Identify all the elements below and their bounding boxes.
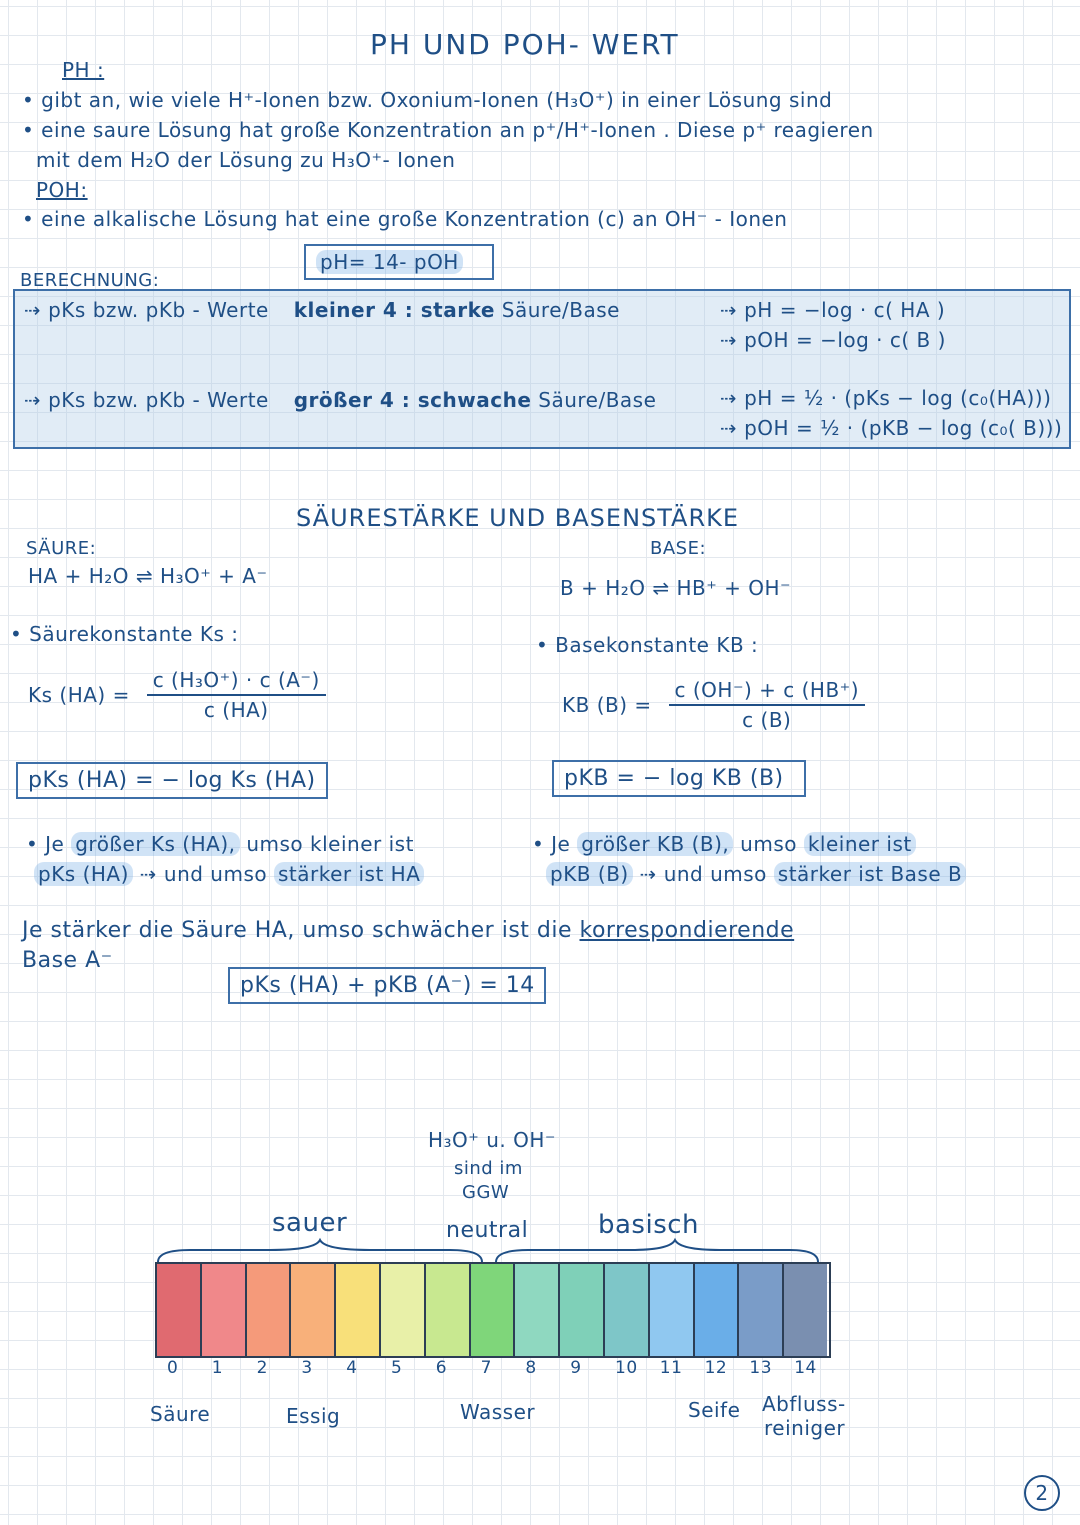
example-saeure: Säure xyxy=(150,1402,211,1426)
scale-tick-6: 6 xyxy=(435,1358,448,1378)
saeure-note2a: pKs (HA) xyxy=(34,862,133,886)
saeure-note1a: • Je xyxy=(26,832,72,856)
section-heading-staerke: SÄURESTÄRKE UND BASENSTÄRKE xyxy=(296,504,740,532)
saeure-label: SÄURE: xyxy=(26,538,97,559)
scale-tick-4: 4 xyxy=(346,1358,358,1378)
row2-prefix: ⇢ pKs bzw. pKb - Werte xyxy=(24,388,269,412)
saeure-note2b: ⇢ und umso xyxy=(132,862,274,886)
scale-cell-10 xyxy=(605,1264,650,1356)
scale-cell-13 xyxy=(739,1264,784,1356)
scale-cell-12 xyxy=(695,1264,740,1356)
row2-bold: größer 4 : schwache xyxy=(293,388,532,412)
sauer-brace xyxy=(158,1240,482,1262)
pks-box: pKs (HA) = − log Ks (HA) xyxy=(16,762,328,799)
scale-cell-5 xyxy=(381,1264,426,1356)
pkb-box: pKB = − log KB (B) xyxy=(552,760,806,797)
base-note1b: größer KB (B), xyxy=(577,832,733,856)
saeure-note1b: größer Ks (HA), xyxy=(71,832,239,856)
base-note2b: ⇢ und umso xyxy=(632,862,774,886)
base-reaction: B + H₂O ⇌ HB⁺ + OH⁻ xyxy=(560,576,792,600)
row1-formula-ph: ⇢ pH = −log · c( HA ) xyxy=(720,298,946,322)
scale-cell-4 xyxy=(336,1264,381,1356)
berechnung-row2 xyxy=(24,388,656,412)
base-note1c: umso xyxy=(733,832,804,856)
ks-lhs: Ks (HA) = xyxy=(28,683,130,707)
scale-tick-12: 12 xyxy=(704,1358,728,1378)
basisch-brace xyxy=(496,1240,818,1262)
saeure-konstante-label: • Säurekonstante Ks : xyxy=(10,622,239,646)
scale-cell-1 xyxy=(202,1264,247,1356)
conclusion-text: Je stärker die Säure HA, umso schwächer ist die xyxy=(22,918,580,943)
example-abfluss-2: reiniger xyxy=(764,1416,846,1440)
base-note-line1 xyxy=(532,832,916,856)
saeure-note2c: stärker ist HA xyxy=(274,862,424,886)
scale-cell-3 xyxy=(291,1264,336,1356)
saeure-note-line1 xyxy=(26,832,414,856)
scale-tick-13: 13 xyxy=(749,1358,773,1378)
base-note2a: pKB (B) xyxy=(546,862,633,886)
scale-tick-11: 11 xyxy=(659,1358,683,1378)
example-essig: Essig xyxy=(286,1404,341,1428)
row1-bold: kleiner 4 : starke xyxy=(293,298,495,322)
row2-suffix: Säure/Base xyxy=(538,388,657,412)
kb-numerator: c (OH⁻) + c (HB⁺) xyxy=(669,678,866,706)
kb-denominator: c (B) xyxy=(742,708,792,732)
conclusion-formula-box: pKs (HA) + pKB (A⁻) = 14 xyxy=(228,967,546,1004)
conclusion-line1 xyxy=(22,918,794,943)
scale-tick-3: 3 xyxy=(301,1358,313,1378)
scale-tick-10: 10 xyxy=(615,1358,638,1378)
scale-cell-11 xyxy=(650,1264,695,1356)
poh-label: POH: xyxy=(36,178,88,202)
row1-prefix: ⇢ pKs bzw. pKb - Werte xyxy=(24,298,269,322)
row2-formula-ph: ⇢ pH = ½ · (pKs − log (c₀(HA))) xyxy=(720,386,1052,410)
example-seife: Seife xyxy=(688,1398,741,1422)
ph-formula-box xyxy=(304,244,494,280)
scale-top-label-3: GGW xyxy=(462,1182,510,1203)
scale-tick-0: 0 xyxy=(167,1358,179,1378)
scale-cell-8 xyxy=(515,1264,560,1356)
row1-suffix: Säure/Base xyxy=(501,298,620,322)
scale-tick-14: 14 xyxy=(794,1358,817,1378)
scale-top-label-1: H₃O⁺ u. OH⁻ xyxy=(428,1128,556,1152)
ph-scale-bar xyxy=(155,1262,831,1358)
scale-cell-6 xyxy=(426,1264,471,1356)
scale-cell-2 xyxy=(247,1264,292,1356)
saeure-note1c: umso kleiner ist xyxy=(239,832,414,856)
base-label: BASE: xyxy=(650,538,707,559)
ph-scale-ticks xyxy=(155,1358,827,1382)
scale-cell-14 xyxy=(784,1264,827,1356)
scale-tick-1: 1 xyxy=(211,1358,224,1378)
kb-formula xyxy=(562,678,865,732)
scale-tick-7: 7 xyxy=(480,1358,492,1378)
scale-cell-0 xyxy=(157,1264,202,1356)
saeure-note-line2 xyxy=(34,862,424,886)
row1-formula-poh: ⇢ pOH = −log · c( B ) xyxy=(720,328,946,352)
scale-tick-8: 8 xyxy=(525,1358,537,1378)
kb-lhs: KB (B) = xyxy=(562,693,652,717)
row2-formula-poh: ⇢ pOH = ½ · (pKB − log (c₀( B))) xyxy=(720,416,1063,440)
scale-sauer-label: sauer xyxy=(272,1208,348,1238)
example-wasser: Wasser xyxy=(460,1400,536,1424)
scale-neutral-label: neutral xyxy=(446,1218,529,1243)
saeure-reaction: HA + H₂O ⇌ H₃O⁺ + A⁻ xyxy=(28,564,268,588)
ks-fraction xyxy=(147,668,326,722)
scale-cell-9 xyxy=(560,1264,605,1356)
ph-formula: pH= 14- pOH xyxy=(316,250,463,274)
ph-line-1: • gibt an, wie viele H⁺-Ionen bzw. Oxonium-Ionen (H₃O⁺) in einer Lösung sind xyxy=(22,88,833,112)
kb-fraction xyxy=(669,678,866,732)
scale-basisch-label: basisch xyxy=(598,1210,700,1240)
ks-denominator: c (HA) xyxy=(203,698,269,722)
poh-line-1: • eine alkalische Lösung hat eine große Konzentration (c) an OH⁻ - Ionen xyxy=(22,207,788,231)
page-number: 2 xyxy=(1024,1475,1060,1511)
scale-tick-9: 9 xyxy=(570,1358,582,1378)
berechnung-row1 xyxy=(24,298,620,322)
ks-numerator: c (H₃O⁺) · c (A⁻) xyxy=(147,668,326,696)
base-note1a: • Je xyxy=(532,832,578,856)
base-note1d: kleiner ist xyxy=(804,832,916,856)
base-note-line2 xyxy=(546,862,966,886)
page-title: PH UND POH- WERT xyxy=(370,28,680,61)
scale-cell-7 xyxy=(471,1264,516,1356)
scale-tick-5: 5 xyxy=(391,1358,403,1378)
ks-formula xyxy=(28,668,326,722)
ph-line-2: • eine saure Lösung hat große Konzentration an p⁺/H⁺-Ionen . Diese p⁺ reagieren xyxy=(22,118,874,142)
ph-line-3: mit dem H₂O der Lösung zu H₃O⁺- Ionen xyxy=(36,148,456,172)
ph-label: PH : xyxy=(62,58,105,82)
scale-tick-2: 2 xyxy=(256,1358,268,1378)
conclusion-underlined: korrespondierende xyxy=(579,918,795,943)
base-note2c: stärker ist Base B xyxy=(774,862,966,886)
base-konstante-label: • Basekonstante KB : xyxy=(536,633,759,657)
conclusion-line2: Base A⁻ xyxy=(22,948,113,973)
example-abfluss-1: Abfluss- xyxy=(762,1392,846,1416)
berechnung-label: BERECHNUNG: xyxy=(20,270,160,291)
scale-top-label-2: sind im xyxy=(454,1158,523,1179)
